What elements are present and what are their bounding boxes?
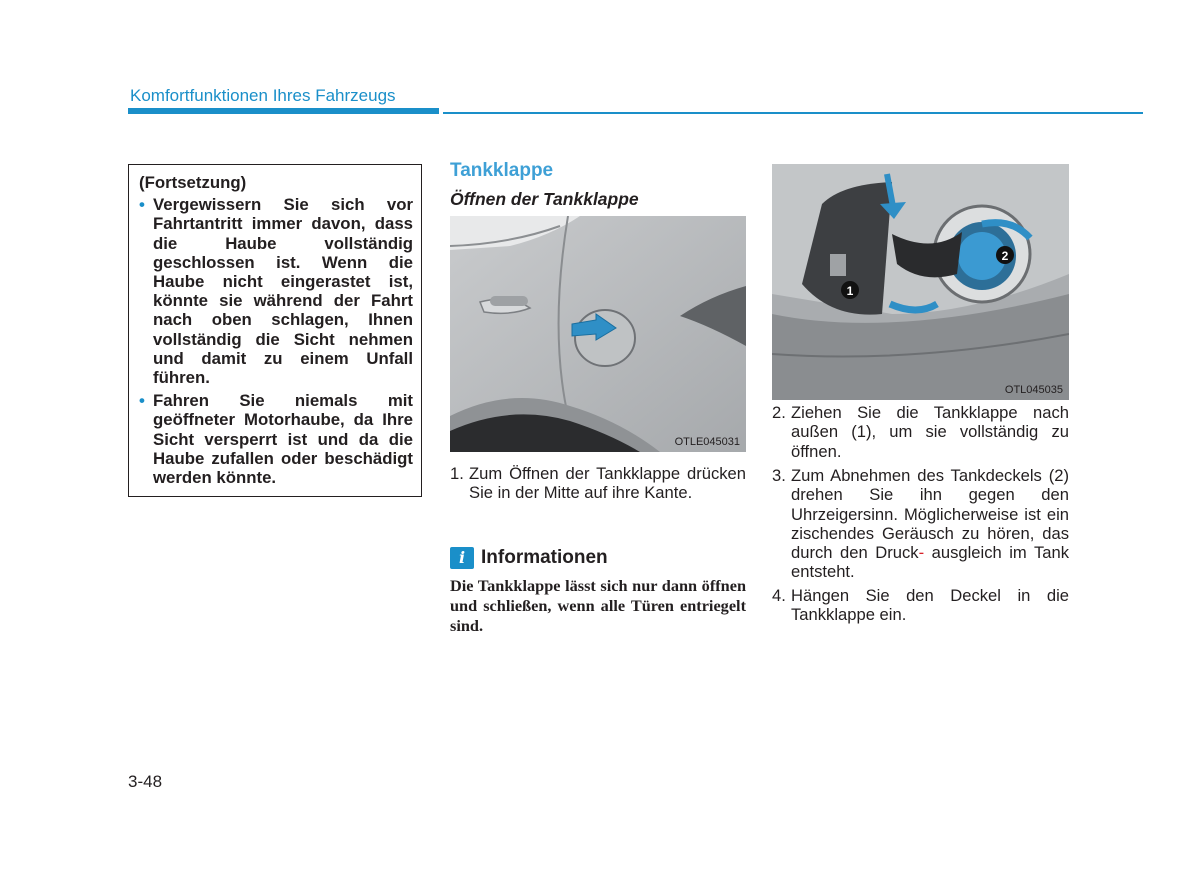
warning-item (139, 195, 413, 387)
fuel-door-photo (450, 216, 746, 452)
section-title: Tankklappe (450, 160, 554, 181)
step-number: 4. (772, 586, 786, 605)
fuel-cap-illustration (772, 164, 1069, 400)
warning-item (139, 391, 413, 487)
warning-item-text: Vergewissern Sie sich vor Fahrtantritt immer davon, dass die Haube vollständig geschlossen ist. Wenn die Haube nicht eingerastet ist, könnte sie während der Fahrt nach oben schlagen, Ihnen vollständig die Sicht nehmen und damit zu einem Unfall führen. (153, 195, 413, 388)
info-icon: i (450, 547, 474, 569)
step-text: Zum Öffnen der Tankklappe drücken Sie in der Mitte auf ihre Kante. (469, 464, 746, 503)
chapter-rule-thick (128, 108, 439, 114)
bullet-icon: • (139, 391, 145, 411)
figure-code: OTLE045031 (674, 436, 740, 448)
step-text-part: ausgleich im Tank entsteht. (791, 543, 1069, 582)
chapter-title: Komfortfunktionen Ihres Fahrzeugs (130, 86, 396, 105)
fuel-cap-photo (772, 164, 1069, 400)
callout-label-1: 1 (846, 284, 854, 298)
step-number: 3. (772, 466, 786, 485)
callout-label-2: 2 (1001, 249, 1009, 263)
page-number: 3-48 (128, 772, 163, 791)
figure-code: OTL045035 (1004, 384, 1063, 396)
chapter-rule-thin (443, 112, 1143, 114)
warning-list (139, 195, 413, 487)
step-item (450, 464, 746, 503)
hyphen-mark: - (918, 543, 925, 563)
step-text-part: Zum Abnehmen des Tankdeckels (2) drehen Sie ihn gegen den Uhrzeigersinn. Möglicherweise ist ein zischendes Geräusch zu hören, das durch den Druck (791, 466, 1069, 563)
step-text: Ziehen Sie die Tankklappe nach außen (1), um sie vollständig zu öffnen. (791, 403, 1069, 461)
info-text: Die Tankklappe lässt sich nur dann öffnen und schließen, wenn alle Türen entriegelt sind. (450, 576, 746, 635)
step-text (772, 466, 1069, 582)
warning-continuation: (Fortsetzung) (139, 173, 247, 192)
step-item (772, 586, 1069, 625)
step-number: 2. (772, 403, 786, 422)
step-item (772, 466, 1069, 582)
warning-box (128, 164, 422, 497)
step-number: 1. (450, 464, 464, 483)
step-item (772, 403, 1069, 461)
section-subtitle: Öffnen der Tankklappe (450, 189, 639, 209)
bullet-icon: • (139, 195, 145, 215)
info-title: Informationen (481, 547, 608, 568)
step-text: Hängen Sie den Deckel in die Tankklappe ein. (791, 586, 1069, 625)
fuel-door-illustration (450, 216, 746, 452)
warning-item-text: Fahren Sie niemals mit geöffneter Motorhaube, da Ihre Sicht versperrt ist und da die Haube zufallen oder beschädigt werden könnte. (153, 391, 413, 488)
